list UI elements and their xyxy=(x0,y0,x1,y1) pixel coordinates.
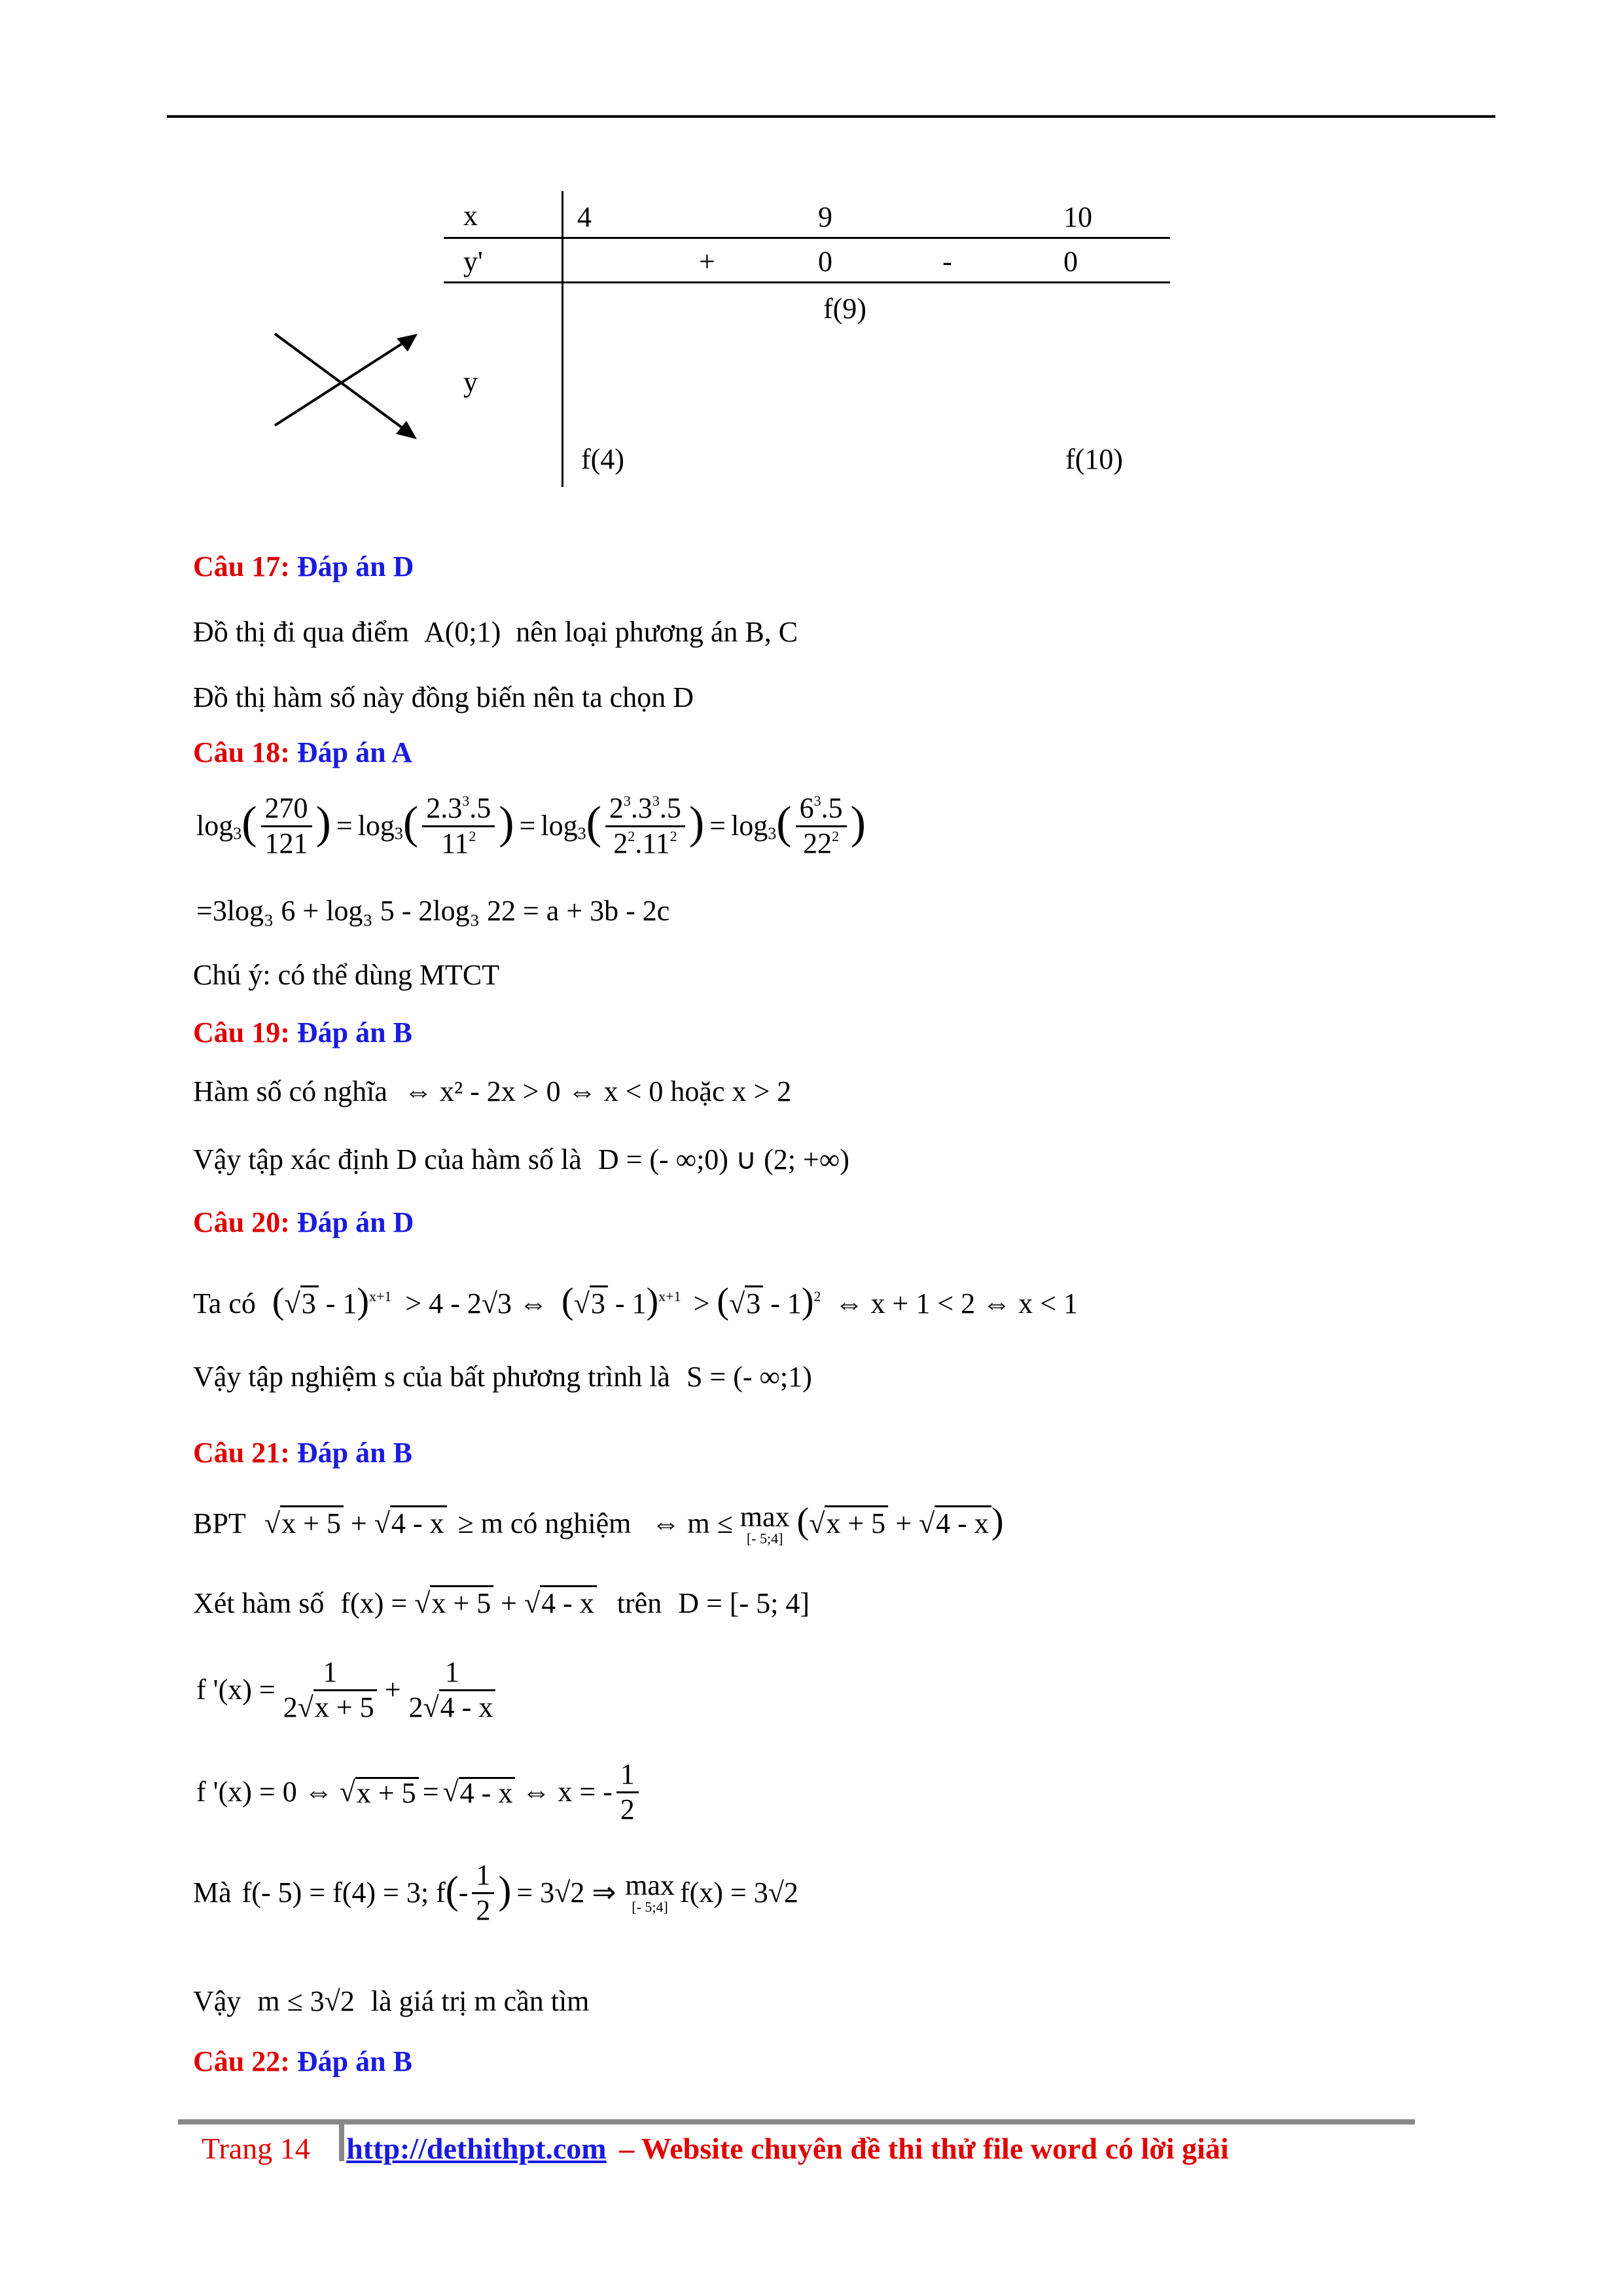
numerator-4: $6^3.5$ xyxy=(796,792,847,827)
equals: = xyxy=(709,810,726,842)
paren-right: ) xyxy=(315,798,331,849)
log-base: 3 xyxy=(394,824,403,844)
values-end: = 3√2 ⇒ xyxy=(516,1876,616,1909)
table-row-line-2 xyxy=(444,281,1170,283)
q17-line1-text: Đồ thị đi qua điểm xyxy=(193,616,409,648)
q20-answer: Đáp án D xyxy=(296,1206,414,1238)
table-yp-label: y' xyxy=(463,245,483,278)
footer-rule xyxy=(178,2119,1415,2125)
header-rule xyxy=(167,115,1495,118)
log-text: log xyxy=(196,810,234,842)
log-text: log xyxy=(731,810,768,842)
paren-right: ) xyxy=(688,798,705,849)
q21-values: Mà f(- 5) = f(4) = 3; f ( - $\frac{1}{2}$ ) = 3√2 ⇒ max [- 5;4] f(x) = 3√2 xyxy=(193,1859,798,1926)
root-x-plus-5: x + 5 xyxy=(825,1505,888,1539)
q17-line1-text2: nên loại phương án B, C xyxy=(516,616,798,648)
table-y-f4: f(4) xyxy=(581,443,624,475)
q20-label: Câu 20: xyxy=(193,1206,290,1238)
q17-label: Câu 17: xyxy=(193,550,290,583)
q20-line1-text: Ta có xyxy=(193,1287,256,1319)
q17-line2: Đồ thị hàm số này đồng biến nên ta chọn D xyxy=(193,681,694,713)
exponent: 2 xyxy=(813,1288,821,1304)
table-yp-zero-1: 0 xyxy=(818,245,832,278)
paren-left: ( xyxy=(241,798,257,849)
q17-heading xyxy=(193,552,414,581)
max-text: max xyxy=(625,1869,675,1902)
f-of-x: f(x) = xyxy=(340,1587,408,1619)
derivative-fraction-1: $\frac{1}{2√x + 5}$ xyxy=(279,1656,381,1724)
denominator-3: $2^2.11^2$ xyxy=(613,827,677,859)
q18-label: Câu 18: xyxy=(193,736,290,768)
q19-domain: D = (- ∞;0) ∪ (2; +∞) xyxy=(597,1143,849,1175)
table-yp-plus: + xyxy=(699,245,715,278)
q19-heading xyxy=(193,1018,412,1047)
max-text: max xyxy=(740,1501,790,1533)
table-y-label: y xyxy=(463,366,478,398)
table-vertical-line xyxy=(562,191,563,487)
q19-line2-text: Vậy tập xác định D của hàm số là xyxy=(193,1143,582,1175)
table-x-10: 10 xyxy=(1063,201,1092,233)
q18-heading xyxy=(193,738,412,767)
q21-conclusion xyxy=(193,1987,589,2016)
q17-point: A(0;1) xyxy=(423,616,501,648)
q21-line2: Xét hàm số f(x) = √x + 5 + √4 - x trên D = [- 5; 4] xyxy=(193,1589,810,1618)
q20-line2 xyxy=(193,1363,812,1391)
condition: ≥ m có nghiệm xyxy=(457,1507,632,1539)
paren-left: ( xyxy=(776,798,792,849)
q21-derivative: f '(x) = $\frac{1}{2√x + 5}$ + $\frac{1}{2√4 - x}$ xyxy=(196,1656,503,1724)
root-3: 3 xyxy=(745,1285,763,1319)
fraction-1 xyxy=(261,792,312,860)
max-interval: [- 5;4] xyxy=(632,1899,668,1916)
gt-sign: > xyxy=(693,1287,710,1319)
root-3: 3 xyxy=(590,1285,608,1319)
q21-critical: f '(x) = 0 ⇔ √ x + 5 = √ 4 - x ⇔ x = - $\frac{1}{2}$ xyxy=(196,1758,643,1826)
x-equals: ⇔ x = - xyxy=(522,1776,613,1808)
q18-answer: Đáp án A xyxy=(296,736,412,768)
log-base: 3 xyxy=(577,824,586,844)
q21-answer: Đáp án B xyxy=(296,1437,412,1469)
table-x-4: 4 xyxy=(577,201,592,233)
log-text: log xyxy=(357,810,395,842)
values-text: f(- 5) = f(4) = 3; f xyxy=(241,1876,446,1909)
fraction-2 xyxy=(422,792,495,860)
root-x-plus-5: x + 5 xyxy=(430,1585,493,1619)
log-base: 3 xyxy=(233,824,242,844)
xet-text: Xét hàm số xyxy=(193,1587,325,1619)
root-4-minus-x: 4 - x xyxy=(390,1505,447,1539)
q18-equation-2: =3log₃ 6 + log₃ 5 - 2log₃ 22 = a + 3b - 2c xyxy=(196,895,670,927)
q22-answer: Đáp án B xyxy=(296,2045,412,2077)
table-x-9: 9 xyxy=(818,201,832,233)
derivative-fraction-2: $\frac{1}{2√4 - x}$ xyxy=(405,1656,500,1724)
root-3: 3 xyxy=(300,1285,319,1319)
log-text: log xyxy=(541,810,578,842)
paren-left: ( xyxy=(402,798,419,849)
denominator-4: $22^2$ xyxy=(803,827,840,859)
footer-link[interactable]: http://dethithpt.com xyxy=(346,2132,607,2165)
q22-heading xyxy=(193,2047,412,2076)
q20-heading xyxy=(193,1208,414,1237)
paren-right: ) xyxy=(499,798,514,849)
q21-heading xyxy=(193,1439,412,1467)
q21-line1: BPT √x + 5 + √4 - x ≥ m có nghiệm ⇔ m ≤ max [- 5;4] (√x + 5 + √4 - x) xyxy=(193,1501,1004,1547)
ma-text: Mà xyxy=(193,1876,232,1909)
q19-line2 xyxy=(193,1145,849,1174)
vay-text: Vậy xyxy=(193,1985,241,2017)
table-y-f10: f(10) xyxy=(1065,443,1123,475)
f-prime: f '(x) = xyxy=(196,1674,276,1706)
numerator-2: $2.3^3.5$ xyxy=(422,792,495,827)
table-x-label: x xyxy=(463,200,478,232)
footer-tagline: – Website chuyên đề thi thử file word có lời giải xyxy=(619,2132,1229,2165)
q19-line1-math: ⇔ x² - 2x > 0 ⇔ x < 0 hoặc x > 2 xyxy=(403,1075,792,1107)
q19-answer: Đáp án B xyxy=(296,1016,412,1049)
q17-line1 xyxy=(193,618,798,647)
q20-solution-set: S = (- ∞;1) xyxy=(686,1361,812,1393)
equals: = xyxy=(519,810,536,842)
root-4-minus-x: 4 - x xyxy=(935,1505,991,1539)
paren-right: ) xyxy=(850,798,866,849)
q22-label: Câu 22: xyxy=(193,2045,290,2077)
footer xyxy=(202,2131,1228,2166)
conclusion-text: là giá trị m cần tìm xyxy=(370,1985,590,2017)
f-prime-zero: f '(x) = 0 ⇔ xyxy=(196,1776,333,1808)
q18-note: Chú ý: có thể dùng MTCT xyxy=(193,959,500,991)
exponent: x+1 xyxy=(658,1288,681,1304)
numerator-3: $2^3.3^3.5$ xyxy=(605,792,685,827)
root-x-plus-5: x + 5 xyxy=(280,1505,344,1539)
q19-line1-text: Hàm số có nghĩa xyxy=(193,1075,387,1107)
tren-text: trên xyxy=(616,1587,662,1619)
domain-interval: D = [- 5; 4] xyxy=(678,1587,810,1619)
fraction-4 xyxy=(796,792,847,860)
q18-equation-1 xyxy=(196,792,866,860)
table-y-f9: f(9) xyxy=(823,293,866,325)
paren-left: ( xyxy=(586,798,601,849)
q20-inequality: > 4 - 2√3 ⇔ xyxy=(405,1287,548,1319)
max-value: f(x) = 3√2 xyxy=(679,1876,798,1909)
log-base: 3 xyxy=(768,824,777,844)
q20-result: ⇔ x + 1 < 2 ⇔ x < 1 xyxy=(834,1287,1078,1319)
denominator-1: 121 xyxy=(264,827,308,859)
bpt-text: BPT xyxy=(193,1507,245,1539)
root-4-minus-x: 4 - x xyxy=(540,1585,597,1619)
numerator-1: 270 xyxy=(261,792,312,827)
fraction-3 xyxy=(605,792,685,860)
equals: = xyxy=(336,810,353,842)
equiv: ⇔ m ≤ xyxy=(651,1507,733,1539)
table-yp-minus: - xyxy=(942,245,952,278)
crossed-arrows-icon xyxy=(265,324,429,448)
m-condition: m ≤ 3√2 xyxy=(257,1985,355,2017)
footer-page: Trang 14 xyxy=(202,2132,310,2165)
q19-line1 xyxy=(193,1077,791,1106)
denominator-2: $11^2$ xyxy=(441,827,476,859)
table-yp-zero-2: 0 xyxy=(1063,245,1078,278)
table-row-line-1 xyxy=(444,237,1170,239)
max-interval: [- 5;4] xyxy=(746,1530,783,1547)
q21-label: Câu 21: xyxy=(193,1437,290,1469)
exponent: x+1 xyxy=(369,1288,392,1304)
q17-answer: Đáp án D xyxy=(296,550,414,583)
q20-line2-text: Vậy tập nghiệm s của bất phương trình là xyxy=(193,1361,670,1393)
q19-label: Câu 19: xyxy=(193,1016,290,1049)
q20-line1: Ta có (√3 - 1)$^{x+1}$ > 4 - 2√3 ⇔ (√3 - 1)$^{x+1}$ > (√3 - 1)$^2$ ⇔ x + 1 < 2 ⇔ x < 1 xyxy=(193,1281,1078,1321)
minus-half: $\frac{1}{2}$ xyxy=(616,1758,639,1826)
